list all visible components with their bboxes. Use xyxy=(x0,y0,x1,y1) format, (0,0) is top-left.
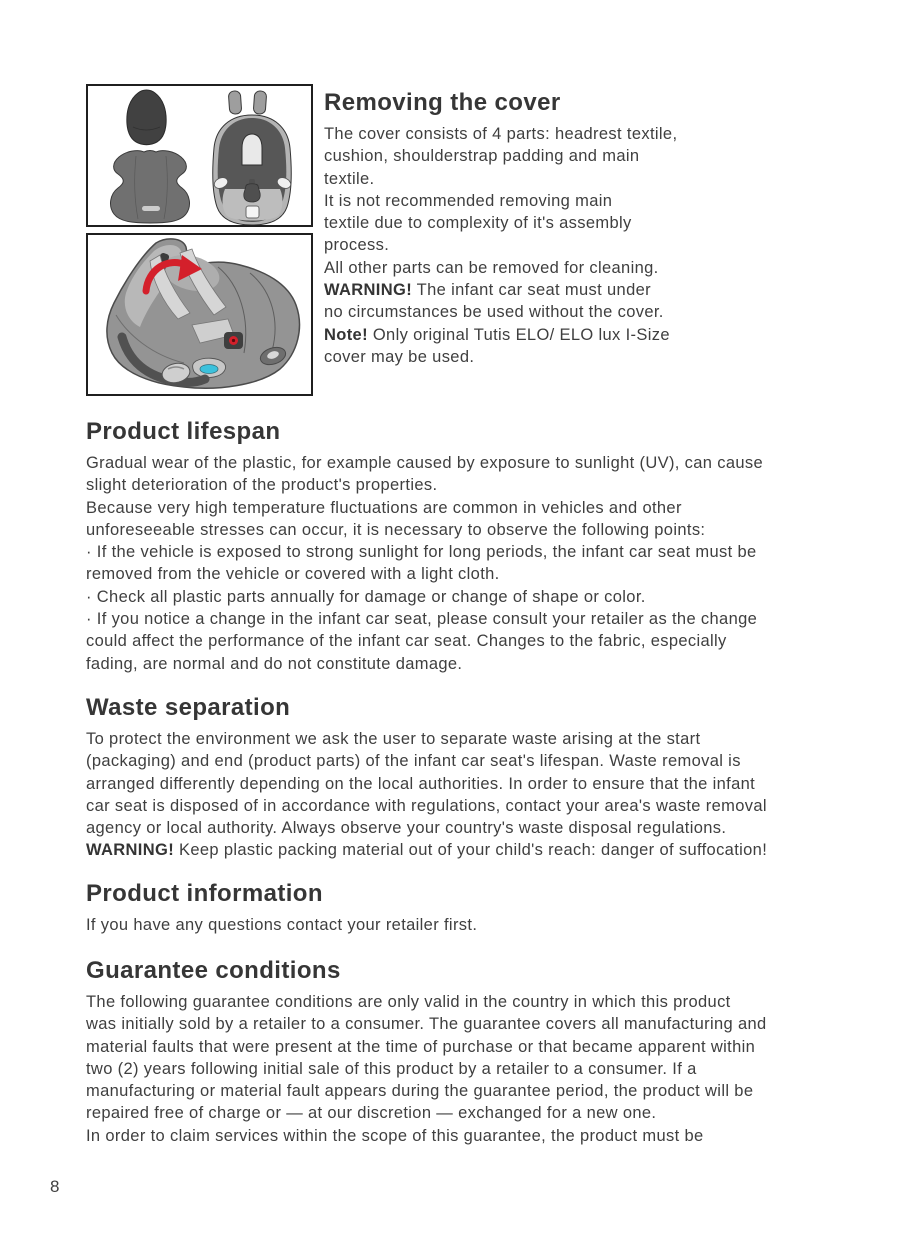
cover-parts-figure xyxy=(86,84,313,227)
section-title: Product information xyxy=(86,880,323,907)
section-title: Guarantee conditions xyxy=(86,957,341,984)
main-textile-shape xyxy=(213,115,293,225)
page-number: 8 xyxy=(50,1177,60,1196)
release-button-shape xyxy=(200,365,218,374)
section-title: Product lifespan xyxy=(86,418,281,445)
section-guarantee-conditions xyxy=(86,956,831,1147)
section-product-lifespan xyxy=(86,417,831,675)
section-product-information xyxy=(86,879,831,936)
cover-parts-illustration xyxy=(88,86,311,225)
removing-cover-body: The cover consists of 4 parts: headrest textile, cushion, shoulderstrap padding and main textile. It is not recommended removing main textile due to complexity of it's assembly process. All other parts can be removed for cleaning. WARNING! The infant car seat must under no circumstances be used without the cover. Note! Only original Tutis ELO/ ELO lux I-Size cover may be used. xyxy=(324,125,678,366)
removing-cover-title: Removing the cover xyxy=(324,89,561,116)
car-seat-figure xyxy=(86,233,313,396)
shoulder-pad-right-shape xyxy=(253,91,267,115)
shoulder-pad-left-shape xyxy=(228,91,242,115)
section-body: If you have any questions contact your retailer first. xyxy=(86,916,478,934)
removing-cover-section xyxy=(324,88,824,368)
cushion-shape xyxy=(111,151,190,224)
car-seat-illustration xyxy=(88,235,311,394)
headrest-textile-shape xyxy=(127,90,166,145)
section-waste-separation xyxy=(86,693,831,862)
section-title: Waste separation xyxy=(86,694,291,721)
section-body: Gradual wear of the plastic, for example caused by exposure to sunlight (UV), can cause slight deterioration of the product's properties. Because very high temperature fluctuations are common in vehicles and other unforeseeable stresses can occur, it is necessary to observe the following points: · If the vehicle is exposed to strong sunlight for long periods, the infant car seat must be removed from the vehicle or covered with a light cloth. · Check all plastic parts annually for damage or change of shape or color. · If you notice a change in the infant car seat, please consult your retailer as the change could affect the performance of the infant car seat. Changes to the fabric, especially fading, are normal and do not constitute damage. xyxy=(86,454,764,673)
section-body: The following guarantee conditions are only valid in the country in which this product was initially sold by a retailer to a consumer. The guarantee covers all manufacturing and material faults that were present at the time of purchase or that became apparent within two (2) years following initial sale of this product by a retailer to a consumer. If a manufacturing or material fault appears during the guarantee period, the product will be repaired free of charge or — at our discretion — exchanged for a new one. In order to claim services within the scope of this guarantee, the product must be xyxy=(86,993,767,1145)
section-body: To protect the environment we ask the user to separate waste arising at the start (packaging) and end (product parts) of the infant car seat's lifespan. Waste removal is arranged differently depending on the local authorities. In order to ensure that the infant car seat is disposed of in accordance with regulations, contact your area's waste removal agency or local authority. Always observe your country's waste disposal regulations. WARNING! Keep plastic packing material out of your child's reach: danger of suffocation! xyxy=(86,730,768,860)
